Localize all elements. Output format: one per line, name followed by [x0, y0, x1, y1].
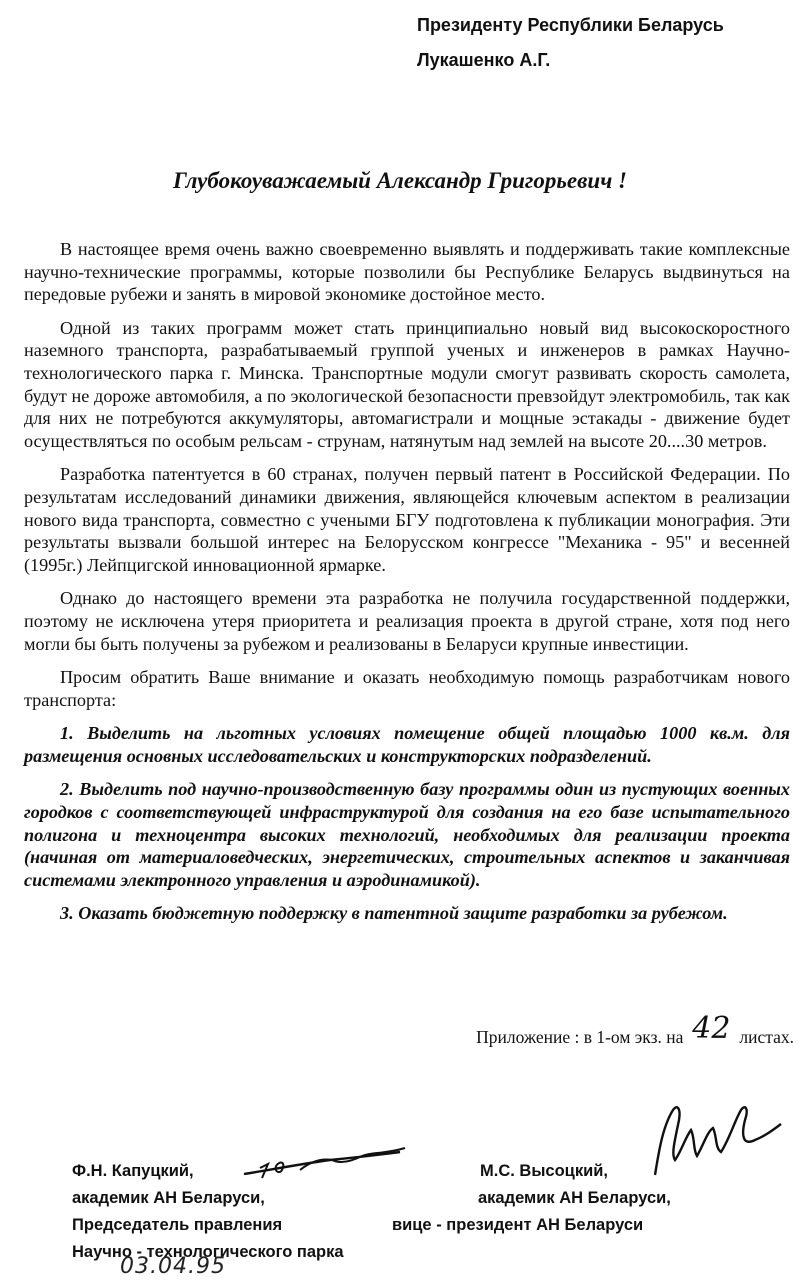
paragraph-patent: Разработка патентуется в 60 странах, получен первый патент в Российской Федерации. По результатам исследований динамики движения, являющейся ключевым аспектом в реализации нового вида транспорта, совместно с учеными БГУ подготовлена к публикации монография. Эти результаты вызвали большой интерес на Белорусском конгрессе "Механика - 95" и весенней (1995г.) Лейпцигской инновационной ярмарке. [24, 464, 790, 575]
recipient-block [417, 8, 724, 78]
signatory-left [72, 1158, 344, 1266]
signatory-left-name: Ф.Н. Капуцкий, [72, 1162, 194, 1180]
appendix-line [476, 1011, 794, 1048]
appendix-suffix: листах. [739, 1027, 794, 1047]
signatory-right-name: М.С. Высоцкий, [480, 1162, 608, 1180]
signatory-right-title-1: академик АН Беларуси, [478, 1189, 671, 1207]
paragraph-request: Просим обратить Ваше внимание и оказать необходимую помощь разработчикам нового транспорта: [24, 667, 790, 710]
appendix-page-count: 42 [692, 1011, 731, 1046]
request-item-1: 1. Выделить на льготных условиях помещение общей площадью 1000 кв.м. для размещения основных исследовательских и конструкторских подразделений. [24, 723, 790, 766]
handwritten-date: 03.04.95 [120, 1254, 226, 1279]
request-item-2: 2. Выделить под научно-производственную базу программы один из пустующих военных городков с соответствующей инфраструктурой для создания на его базе испытательного полигона и техноцентра высоких технологий, необходимых для реализации проекта (начиная от материаловедческих, энергетических, строительных аспектов и заканчивая системами электронного управления и аэродинамикой). [24, 779, 790, 890]
signatory-left-title-3: Научно - технологического парка [72, 1243, 344, 1261]
signatory-right-title-2: вице - президент АН Беларуси [392, 1216, 644, 1234]
paragraph-transport: Одной из таких программ может стать принципиально новый вид высокоскоростного наземного транспорта, разрабатываемый группой ученых и инженеров в рамках Научно-технологического парка г. Минска. Транспортные модули смогут развивать скорость самолета, будут не дороже автомобиля, а по экологической безопасности превзойдут электромобиль, так как для них не потребуются аккумуляторы, автомагистрали и мощные эстакады - движение будет осуществляться по особым рельсам - струнам, натянутым над землей на высоте 20....30 метров. [24, 317, 790, 451]
greeting: Глубокоуважаемый Александр Григорьевич ! [173, 168, 627, 193]
signatory-left-title-2: Председатель правления [72, 1216, 283, 1234]
signatory-right [392, 1158, 671, 1239]
paragraph-support: Однако до настоящего времени эта разработка не получила государственной поддержки, поэтому не исключена утеря приоритета и реализация проекта в другой стране, хотя под него могли бы быть получены за рубежом и реализованы в Беларуси крупные инвестиции. [24, 588, 790, 654]
paragraph-intro: В настоящее время очень важно своевременно выявлять и поддерживать такие комплексные научно-технические программы, которые позволили бы Республике Беларусь выдвинуться на передовые рубежи и занять в мировой экономике достойное место. [24, 239, 790, 305]
recipient-name: Лукашенко А.Г. [417, 50, 551, 70]
recipient-title: Президенту Республики Беларусь [417, 15, 724, 35]
signatory-left-title-1: академик АН Беларуси, [72, 1189, 265, 1207]
letter-body [24, 238, 790, 936]
appendix-prefix: Приложение : в 1-ом экз. на [476, 1027, 684, 1047]
request-item-3: 3. Оказать бюджетную поддержку в патентной защите разработки за рубежом. [60, 903, 728, 924]
